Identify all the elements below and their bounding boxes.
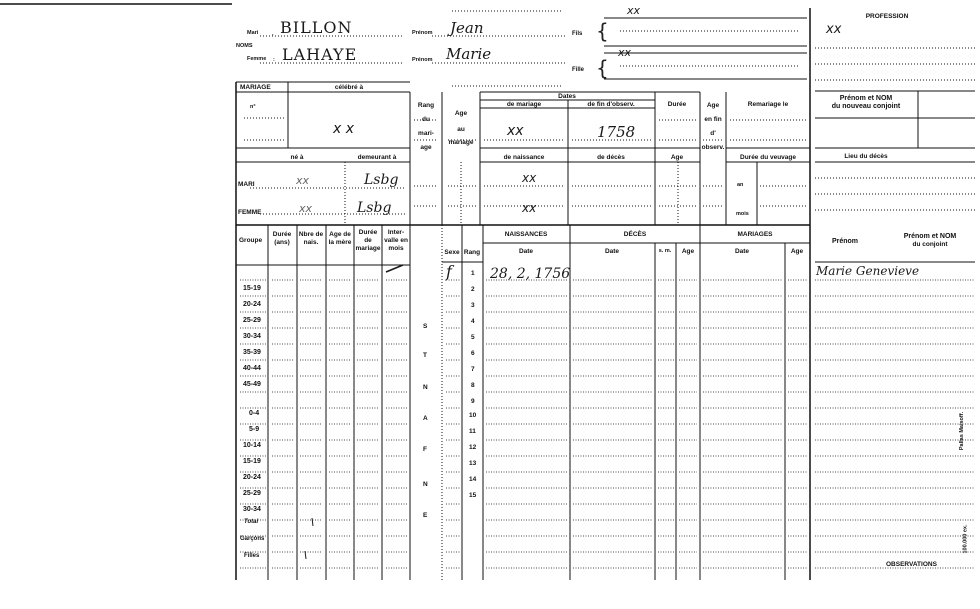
enfants-letter-2: T [423, 352, 427, 359]
rang-number-5: 5 [471, 334, 475, 341]
enfant-sexe-value[interactable]: f [446, 262, 452, 281]
rang-number-12: 12 [469, 444, 477, 451]
femme-prenom-value[interactable]: Marie [446, 45, 492, 63]
total-label: Total [244, 519, 259, 525]
rang-du-mariage-4: age [420, 144, 432, 151]
femme-nom-value[interactable]: LAHAYE [282, 45, 358, 64]
sm-header: s. m. [658, 248, 672, 254]
deces-header: DÉCÈS [623, 231, 647, 238]
ne-a-label: né à [290, 154, 304, 161]
profession-mark[interactable]: xx [826, 22, 842, 37]
duree-mariage-3: mariage [355, 245, 381, 252]
age-fin-observ-3: d' [710, 130, 716, 137]
rang-number-9: 9 [471, 398, 475, 405]
femme-ne-mark[interactable]: xx [299, 202, 313, 215]
age-au-mariage-3: mariage [448, 139, 474, 146]
enfants-letter-1: S [423, 323, 428, 330]
rang-du-mariage-2: du [422, 116, 430, 123]
sexe-header: Sexe [444, 249, 460, 256]
naissance-femme-mark[interactable]: xx [522, 201, 537, 215]
intervalle-mois-3: mois [388, 245, 404, 252]
rang-number-15: 15 [469, 492, 477, 499]
de-naissance-header: de naissance [503, 154, 545, 161]
duree-ans-1: Durée [272, 231, 292, 238]
dates-header: Dates [558, 93, 576, 100]
rang-number-11: 11 [469, 428, 476, 435]
intervalle-mois-2: valle en [384, 237, 408, 244]
enfants-letter-5: F [423, 446, 427, 453]
rang-number-7: 7 [471, 366, 475, 373]
date-fin-observ-value[interactable]: 1758 [597, 123, 636, 141]
fils-brace: { [596, 19, 609, 43]
age-group-13: 25-29 [243, 490, 261, 497]
lieu-deces-header: Lieu du décès [844, 153, 888, 160]
prenom-nom-conjoint-1: Prénom et NOM [903, 233, 957, 240]
de-fin-observ-header: de fin d'observ. [587, 101, 635, 108]
numero-label: n° [250, 104, 256, 110]
mariage-age-header: Age [790, 248, 804, 255]
age-group-2: 20-24 [243, 301, 261, 308]
age-mere-2: la mère [328, 239, 352, 246]
celebre-mark[interactable]: x x [333, 121, 355, 137]
intervalle-mois-1: Inter- [387, 229, 405, 236]
age-group-6: 40-44 [243, 365, 261, 372]
deces-date-header: Date [604, 248, 620, 255]
mariage-date-header: Date [734, 248, 750, 255]
enfant-prenom-value[interactable]: Marie Genevieve [816, 264, 920, 278]
groupe-header: Groupe [239, 237, 263, 244]
enfants-letter-3: N [423, 384, 428, 391]
naissance-date-header: Date [518, 248, 534, 255]
age-header: Age [670, 154, 684, 161]
age-group-9: 5-9 [249, 426, 260, 433]
nbre-nais-2: nais. [303, 239, 319, 246]
demeurant-a-label: demeurant à [357, 154, 397, 161]
mari-label: Mari [247, 30, 259, 36]
mari-row-label: MARI [238, 181, 255, 188]
prenom-femme-label: Prénom [412, 57, 433, 63]
observations-label: OBSERVATIONS [886, 561, 937, 568]
prenom-mari-label: Prénom [412, 30, 433, 36]
enfant-naissance-value[interactable]: 28, 2, 1756 [490, 266, 571, 282]
rang-number-6: 6 [471, 350, 475, 357]
age-group-8: 0-4 [249, 410, 260, 417]
fils-mark[interactable]: xx [627, 4, 641, 17]
mariages-header: MARIAGES [737, 231, 773, 238]
age-group-4: 30-34 [243, 333, 261, 340]
age-au-mariage-1: Age [454, 110, 468, 117]
prenom-nom-nouveau-1: Prénom et NOM [839, 95, 893, 102]
fille-mark[interactable]: xx [618, 46, 632, 59]
deces-age-header: Age [681, 248, 695, 255]
age-group-10: 10-14 [243, 442, 261, 449]
fils-label: Fils [572, 31, 583, 37]
age-group-7: 45-49 [243, 381, 261, 388]
rang-number-4: 4 [471, 318, 475, 325]
an-label: an [737, 182, 744, 188]
garcons-label: Garçons [240, 536, 265, 542]
mois-label: mois [736, 211, 749, 217]
rang-du-mariage-1: Rang [417, 102, 435, 109]
age-group-5: 35-39 [243, 349, 261, 356]
age-fin-observ-2: en fin [704, 116, 722, 123]
age-group-3: 25-29 [243, 317, 261, 324]
age-au-mariage-2: au [457, 126, 465, 133]
profession-header: PROFESSION [865, 13, 909, 20]
age-mere-1: Age de [329, 231, 351, 238]
rang-number-3: 3 [471, 302, 475, 309]
enfants-letter-7: E [423, 512, 428, 519]
duree-header: Durée [667, 101, 687, 108]
rang-number-1: 1 [471, 270, 475, 277]
mari-nom-value[interactable]: BILLON [280, 18, 353, 37]
date-mariage-mark[interactable]: xx [507, 123, 524, 139]
prenom-nom-nouveau-2: du nouveau conjoint [831, 103, 901, 110]
fille-brace: { [596, 56, 609, 80]
femme-row-label: FEMME [238, 209, 262, 216]
printer-credit: Pallas Maisoff. [959, 411, 966, 451]
rang-number-2: 2 [471, 286, 475, 293]
femme-label: Femme [247, 56, 267, 62]
femme-demeurant-value[interactable]: Lsbg [357, 200, 392, 216]
nbre-nais-1: Nbre de [298, 231, 324, 238]
filles-label: Filles [244, 553, 260, 559]
fille-label: Fille [572, 67, 585, 73]
noms-label: NOMS [236, 43, 253, 49]
prenom-nom-conjoint-2: du conjoint [912, 241, 948, 248]
duree-ans-2: (ans) [274, 239, 290, 246]
rang-du-mariage-3: mari- [418, 130, 434, 137]
duree-mariage-1: Durée [358, 229, 378, 236]
age-group-11: 15-19 [243, 458, 261, 465]
de-mariage-header: de mariage [506, 101, 542, 108]
age-fin-observ-1: Age [706, 102, 720, 109]
mari-demeurant-value[interactable]: Lsbg [364, 172, 399, 188]
de-deces-header: de décès [597, 154, 625, 161]
age-group-12: 20-24 [243, 474, 261, 481]
remariage-header: Remariage le [747, 101, 789, 108]
rang-number-13: 13 [469, 460, 477, 467]
mariage-header: MARIAGE [240, 84, 271, 91]
enfants-letter-6: N [423, 481, 428, 488]
mari-prenom-value[interactable]: Jean [450, 19, 484, 37]
rang-number-8: 8 [471, 382, 475, 389]
rang-number-14: 14 [469, 476, 477, 483]
prenom-col-header: Prénom [831, 238, 859, 245]
naissances-header: NAISSANCES [504, 231, 548, 238]
celebre-a-header: célébré à [334, 84, 364, 91]
mari-ne-mark[interactable]: xx [296, 174, 310, 187]
rang-number-10: 10 [469, 412, 477, 419]
print-run: 100.000 ex. [962, 524, 969, 554]
age-group-1: 15-19 [243, 285, 261, 292]
rang-header: Rang [463, 249, 481, 256]
duree-mariage-2: de [364, 237, 372, 244]
age-group-14: 30-34 [243, 506, 261, 513]
duree-veuvage-header: Durée du veuvage [740, 154, 796, 161]
enfants-letter-4: A [423, 415, 428, 422]
age-fin-observ-4: observ. [701, 144, 725, 151]
naissance-mari-mark[interactable]: xx [522, 171, 537, 185]
